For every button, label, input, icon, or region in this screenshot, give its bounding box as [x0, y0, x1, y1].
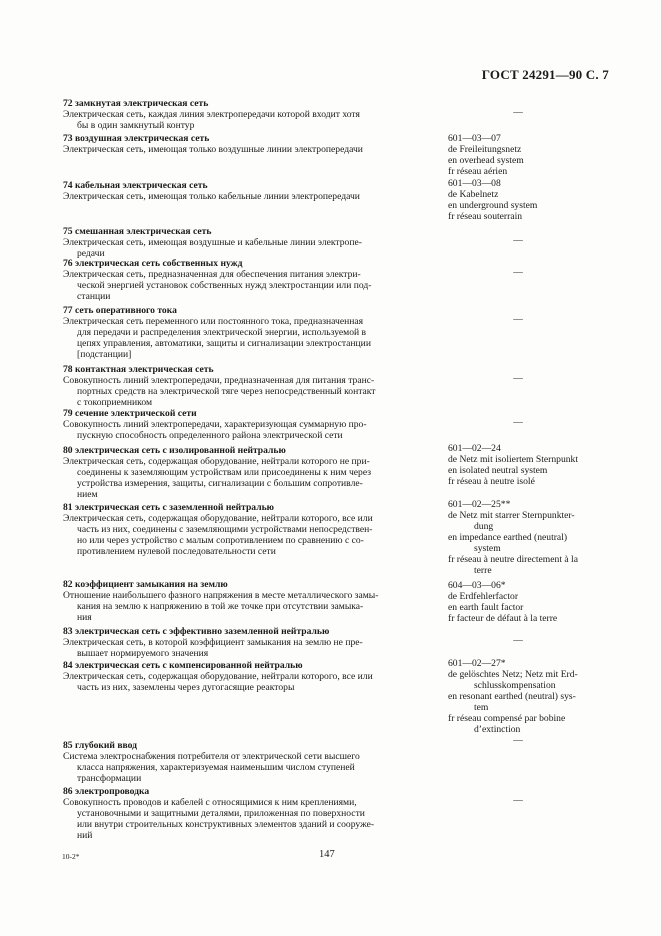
- term-heading: 84 электрическая сеть с компенсированной нейтралью: [63, 660, 303, 671]
- term-definition-line: Отношение наибольшего фазного напряжения в месте металлического замы-: [63, 590, 379, 601]
- term-definition-line: часть из них, заземлены через дугогасящие реакторы: [77, 682, 295, 693]
- term-entry: [63, 305, 433, 360]
- term-definition-line: Электрическая сеть, каждая линия электропередачи которой входит хотя: [63, 109, 360, 120]
- no-equivalent-dash: —: [513, 795, 523, 806]
- term-definition-line: Совокупность линий электропередачи, характеризующая суммарную про-: [63, 419, 367, 430]
- page-header: ГОСТ 24291—90 С. 7: [481, 67, 609, 82]
- equivalent-line: 601—02—27*: [448, 658, 506, 669]
- term-definition-line: или внутри строительных конструктивных элементов зданий и сооруже-: [77, 819, 375, 830]
- no-equivalent-dash: —: [513, 107, 523, 118]
- term-definition-line: с токоприемником: [77, 397, 153, 408]
- term-entry: [63, 133, 433, 155]
- term-heading: 81 электрическая сеть с заземленной нейтралью: [63, 502, 274, 513]
- term-heading: 72 замкнутая электрическая сеть: [63, 98, 209, 109]
- equivalent-line: fr réseau aérien: [448, 166, 508, 177]
- term-definition-line: Совокупность линий электропередачи, предназначенная для питания транс-: [63, 375, 375, 386]
- term-entry: [63, 626, 433, 659]
- term-entry: [63, 180, 433, 202]
- equivalent-line: fr facteur de défaut à la terre: [448, 613, 558, 624]
- term-definition-line: станции: [77, 291, 111, 302]
- equivalent-line: en earth fault factor: [448, 602, 524, 613]
- equivalent-line: terre: [474, 565, 492, 576]
- term-heading: 80 электрическая сеть с изолированной нейтралью: [63, 445, 286, 456]
- equivalent-line: fr réseau à neutre isolé: [448, 476, 535, 487]
- term-definition-line: редачи: [77, 248, 105, 259]
- term-heading: 74 кабельная электрическая сеть: [63, 180, 208, 191]
- term-entry: [63, 502, 433, 557]
- no-equivalent-dash: —: [513, 635, 523, 646]
- no-equivalent-dash: —: [513, 314, 523, 325]
- foreign-equivalents: [448, 443, 608, 487]
- no-equivalent-dash: —: [513, 373, 523, 384]
- term-entry: [63, 364, 433, 408]
- term-heading: 73 воздушная электрическая сеть: [63, 133, 210, 144]
- term-entry: [63, 660, 433, 693]
- term-definition-line: Электрическая сеть, имеющая воздушные и кабельные линии электропе-: [63, 237, 362, 248]
- term-entry: [63, 579, 433, 623]
- foreign-equivalents: [448, 314, 608, 325]
- equivalent-line: en overhead system: [448, 155, 524, 166]
- term-definition-line: пускную способность определенного района электрической сети: [77, 430, 343, 441]
- equivalent-line: dung: [474, 521, 494, 532]
- equivalent-line: system: [474, 543, 501, 554]
- equivalent-line: de Kabelnetz: [448, 189, 499, 200]
- term-definition-line: портных средств на электрической тяге через непосредственный контакт: [77, 386, 376, 397]
- term-definition-line: ческой энергией установок собственных нужд электростанции или под-: [77, 280, 372, 291]
- equivalent-line: 601—03—08: [448, 178, 501, 189]
- term-definition-line: Электрическая сеть, предназначенная для обеспечения питания электри-: [63, 269, 361, 280]
- equivalent-line: 601—03—07: [448, 133, 501, 144]
- term-entry: [63, 445, 433, 500]
- no-equivalent-dash: —: [513, 267, 523, 278]
- equivalent-line: 604—03—06*: [448, 580, 506, 591]
- term-entry: [63, 258, 433, 302]
- term-definition-line: трансформации: [77, 773, 142, 784]
- equivalent-line: de Erdfehlerfactor: [448, 591, 519, 602]
- foreign-equivalents: [448, 580, 608, 624]
- equivalent-line: en isolated neutral system: [448, 465, 548, 476]
- term-heading: 75 смешанная электрическая сеть: [63, 226, 212, 237]
- term-definition-line: ния: [77, 612, 92, 623]
- foreign-equivalents: [448, 635, 608, 646]
- equivalent-line: de Netz mit starrer Sternpunkter-: [448, 510, 575, 521]
- term-definition-line: Совокупность проводов и кабелей с относящимися к ним креплениями,: [63, 797, 357, 808]
- term-definition-line: нием: [77, 489, 98, 500]
- no-equivalent-dash: —: [513, 735, 523, 746]
- term-definition-line: Электрическая сеть, в которой коэффициент замыкания на землю не пре-: [63, 637, 363, 648]
- term-definition-line: соединены к заземляющим устройствам или присоединены к ним через: [77, 467, 372, 478]
- term-entry: [63, 226, 433, 259]
- term-definition-line: Система электроснабжения потребителя от электрической сети высшего: [63, 751, 360, 762]
- equivalent-line: d’extinction: [474, 724, 521, 735]
- equivalent-line: fr réseau compensé par bobine: [448, 713, 566, 724]
- equivalent-line: en underground system: [448, 200, 538, 211]
- term-definition-line: вышает нормируемого значения: [77, 648, 209, 659]
- term-definition-line: устройства измерения, защиты, сигнализации с большим сопротивле-: [77, 478, 363, 489]
- term-entry: [63, 98, 433, 131]
- term-entry: [63, 786, 433, 841]
- equivalent-line: fr réseau à neutre directement à la: [448, 554, 578, 565]
- term-heading: 78 контактная электрическая сеть: [63, 364, 214, 375]
- no-equivalent-dash: —: [513, 235, 523, 246]
- page-number: 147: [319, 849, 335, 860]
- term-definition-line: Электрическая сеть переменного или постоянного тока, предназначенная: [63, 316, 364, 327]
- term-definition-line: [подстанции]: [77, 349, 132, 360]
- term-definition-line: Электрическая сеть, имеющая только воздушные линии электропередачи: [63, 144, 363, 155]
- foreign-equivalents: [448, 133, 608, 177]
- foreign-equivalents: [448, 235, 608, 246]
- term-definition-line: для передачи и распределения электрической энергии, используемой в: [77, 327, 367, 338]
- term-definition-line: цепях управления, автоматики, защиты и сигнализации электростанции: [77, 338, 371, 349]
- foreign-equivalents: [448, 178, 608, 222]
- foreign-equivalents: [448, 417, 608, 428]
- foreign-equivalents: [448, 267, 608, 278]
- equivalent-line: schlusskompensation: [474, 680, 556, 691]
- term-definition-line: Электрическая сеть, содержащая оборудование, нейтрали которого не при-: [63, 456, 370, 467]
- term-definition-line: кания на землю к напряжению в той же точке при отсутствии замыка-: [77, 601, 364, 612]
- foreign-equivalents: [448, 658, 608, 746]
- term-definition-line: бы в один замкнутый контур: [77, 120, 195, 131]
- term-definition-line: но или через устройство с малым сопротивлением по сравнению с со-: [77, 535, 364, 546]
- term-heading: 76 электрическая сеть собственных нужд: [63, 258, 243, 269]
- term-heading: 83 электрическая сеть с эффективно заземленной нейтралью: [63, 626, 330, 637]
- equivalent-line: fr réseau souterrain: [448, 211, 523, 222]
- equivalent-line: de Freileitungsnetz: [448, 144, 522, 155]
- equivalent-line: de gelöschtes Netz; Netz mit Erd-: [448, 669, 578, 680]
- term-heading: 79 сечение электрической сети: [63, 408, 197, 419]
- equivalent-line: en impedance earthed (neutral): [448, 532, 568, 543]
- term-entry: [63, 408, 433, 441]
- term-definition-line: установочными и защитными деталями, приложенная по поверхности: [77, 808, 365, 819]
- term-heading: 82 коэффициент замыкания на землю: [63, 579, 228, 590]
- footer-mark: 10-2*: [62, 852, 80, 861]
- equivalent-line: en resonant earthed (neutral) sys-: [448, 691, 576, 702]
- term-heading: 77 сеть оперативного тока: [63, 305, 177, 316]
- equivalent-line: tem: [474, 702, 489, 713]
- foreign-equivalents: [448, 107, 608, 118]
- term-definition-line: ний: [77, 830, 93, 841]
- term-definition-line: класса напряжения, характеризуемая наименьшим числом ступеней: [77, 762, 355, 773]
- foreign-equivalents: [448, 373, 608, 384]
- foreign-equivalents: [448, 499, 608, 576]
- foreign-equivalents: [448, 795, 608, 806]
- term-definition-line: часть из них, соединены с заземляющими устройствами непосредствен-: [77, 524, 373, 535]
- term-entry: [63, 740, 433, 784]
- equivalent-line: 601—02—24: [448, 443, 501, 454]
- term-definition-line: Электрическая сеть, имеющая только кабельные линии электропередачи: [63, 191, 360, 202]
- term-definition-line: противлением нулевой последовательности сети: [77, 546, 276, 557]
- term-definition-line: Электрическая сеть, содержащая оборудование, нейтрали которого, все или: [63, 671, 373, 682]
- term-definition-line: Электрическая сеть, содержащая оборудование, нейтрали которого, все или: [63, 513, 373, 524]
- equivalent-line: de Netz mit isoliertem Sternpunkt: [448, 454, 579, 465]
- term-heading: 85 глубокий ввод: [63, 740, 138, 751]
- no-equivalent-dash: —: [513, 417, 523, 428]
- term-heading: 86 электропроводка: [63, 786, 150, 797]
- equivalent-line: 601—02—25**: [448, 499, 511, 510]
